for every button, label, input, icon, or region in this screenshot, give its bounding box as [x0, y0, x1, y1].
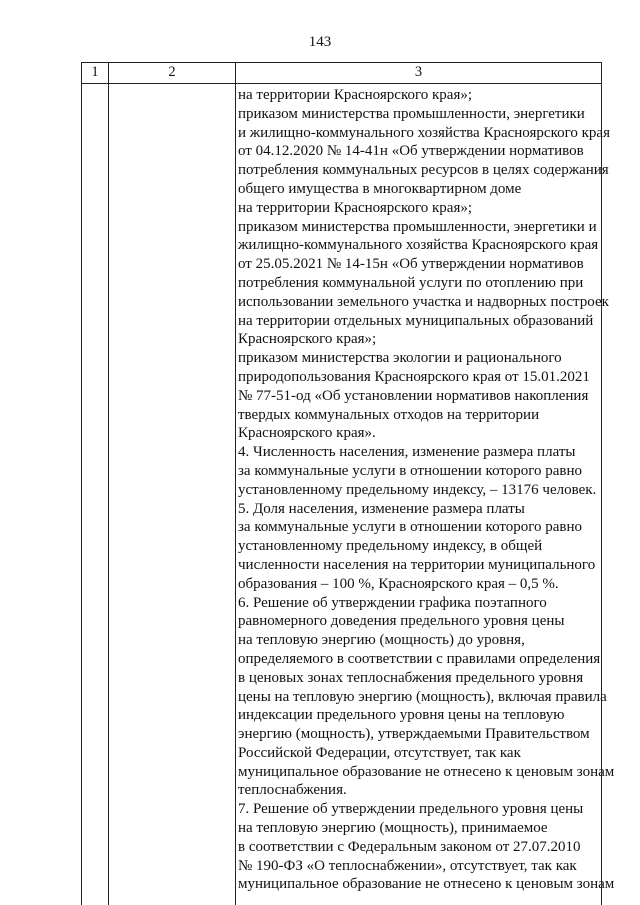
- column-1-cell: [82, 84, 109, 905]
- text-line: 4. Численность населения, изменение размера платы: [238, 444, 576, 461]
- text-line: муниципальное образование не отнесено к ценовым зонам: [238, 763, 615, 780]
- text-line: энергию (мощность), утверждаемыми Правительством: [238, 726, 590, 743]
- text-line: в соответствии с Федеральным законом от 27.07.2010: [238, 838, 581, 855]
- text-line: равномерного доведения предельного уровня цены: [238, 613, 565, 630]
- column-3-text-cell: [236, 84, 615, 905]
- text-line: теплоснабжения.: [238, 782, 347, 799]
- text-line: индексации предельного уровня цены на тепловую: [238, 707, 565, 724]
- text-line: от 25.05.2021 № 14-15н «Об утверждении нормативов: [238, 256, 584, 273]
- table-row: [82, 84, 602, 905]
- document-table: [81, 62, 615, 905]
- text-line: на территории Красноярского края»;: [238, 199, 473, 216]
- text-line: численности населения на территории муниципального: [238, 556, 596, 573]
- text-line: на территории Красноярского края»;: [238, 87, 473, 103]
- text-line: за коммунальные услуги в отношении которого равно: [238, 519, 583, 536]
- text-line: образования – 100 %, Красноярского края – 0,5 %.: [238, 575, 559, 592]
- text-line: в ценовых зонах теплоснабжения предельного уровня: [238, 669, 584, 686]
- text-line: Российской Федерации, отсутствует, так как: [238, 744, 521, 761]
- text-line: жилищно-коммунального хозяйства Красноярского края: [238, 237, 599, 254]
- text-line: цены на тепловую энергию (мощность), включая правила: [238, 688, 607, 705]
- text-line: Красноярского края»;: [238, 331, 377, 348]
- column-header-2: 2: [109, 63, 236, 84]
- text-line: общего имущества в многоквартирном доме: [238, 180, 522, 197]
- text-line: на тепловую энергию (мощность) до уровня,: [238, 632, 525, 649]
- text-line: и жилищно-коммунального хозяйства Красноярского края: [238, 124, 610, 141]
- text-line: 6. Решение об утверждении графика поэтапного: [238, 594, 547, 611]
- text-line: использовании земельного участка и надворных построек: [238, 293, 609, 310]
- column-2-cell: [109, 84, 236, 905]
- column-header-1: 1: [82, 63, 109, 84]
- text-line: за коммунальные услуги в отношении которого равно: [238, 462, 583, 479]
- text-line: от 04.12.2020 № 14-41н «Об утверждении нормативов: [238, 143, 584, 160]
- table-header-row: [82, 63, 602, 84]
- text-line: на тепловую энергию (мощность), принимаемое: [238, 820, 548, 837]
- text-line: № 77-51-од «Об установлении нормативов накопления: [238, 387, 589, 404]
- text-line: природопользования Красноярского края от 15.01.2021: [238, 368, 590, 385]
- text-line: Красноярского края».: [238, 425, 376, 442]
- text-line: потребления коммунальной услуги по отоплению при: [238, 274, 584, 291]
- text-line: № 190-ФЗ «О теплоснабжении», отсутствует, так как: [238, 857, 577, 874]
- page-number: 143: [308, 34, 332, 50]
- text-line: установленному предельному индексу, в общей: [238, 538, 543, 555]
- text-line: определяемого в соответствии с правилами определения: [238, 650, 601, 667]
- column-header-3: 3: [236, 63, 602, 84]
- text-line: приказом министерства экологии и рационального: [238, 350, 562, 367]
- text-line: приказом министерства промышленности, энергетики и: [238, 218, 597, 235]
- text-line: потребления коммунальных ресурсов в целях содержания: [238, 162, 609, 179]
- text-line: на территории отдельных муниципальных образований: [238, 312, 594, 329]
- text-line: установленному предельному индексу, – 13176 человек.: [238, 481, 597, 498]
- text-line: 5. Доля населения, изменение размера платы: [238, 500, 525, 517]
- text-line: твердых коммунальных отходов на территории: [238, 406, 540, 423]
- text-line: приказом министерства промышленности, энергетики: [238, 105, 585, 122]
- text-line: муниципальное образование не отнесено к ценовым зонам: [238, 876, 615, 893]
- text-line: 7. Решение об утверждении предельного уровня цены: [238, 801, 584, 818]
